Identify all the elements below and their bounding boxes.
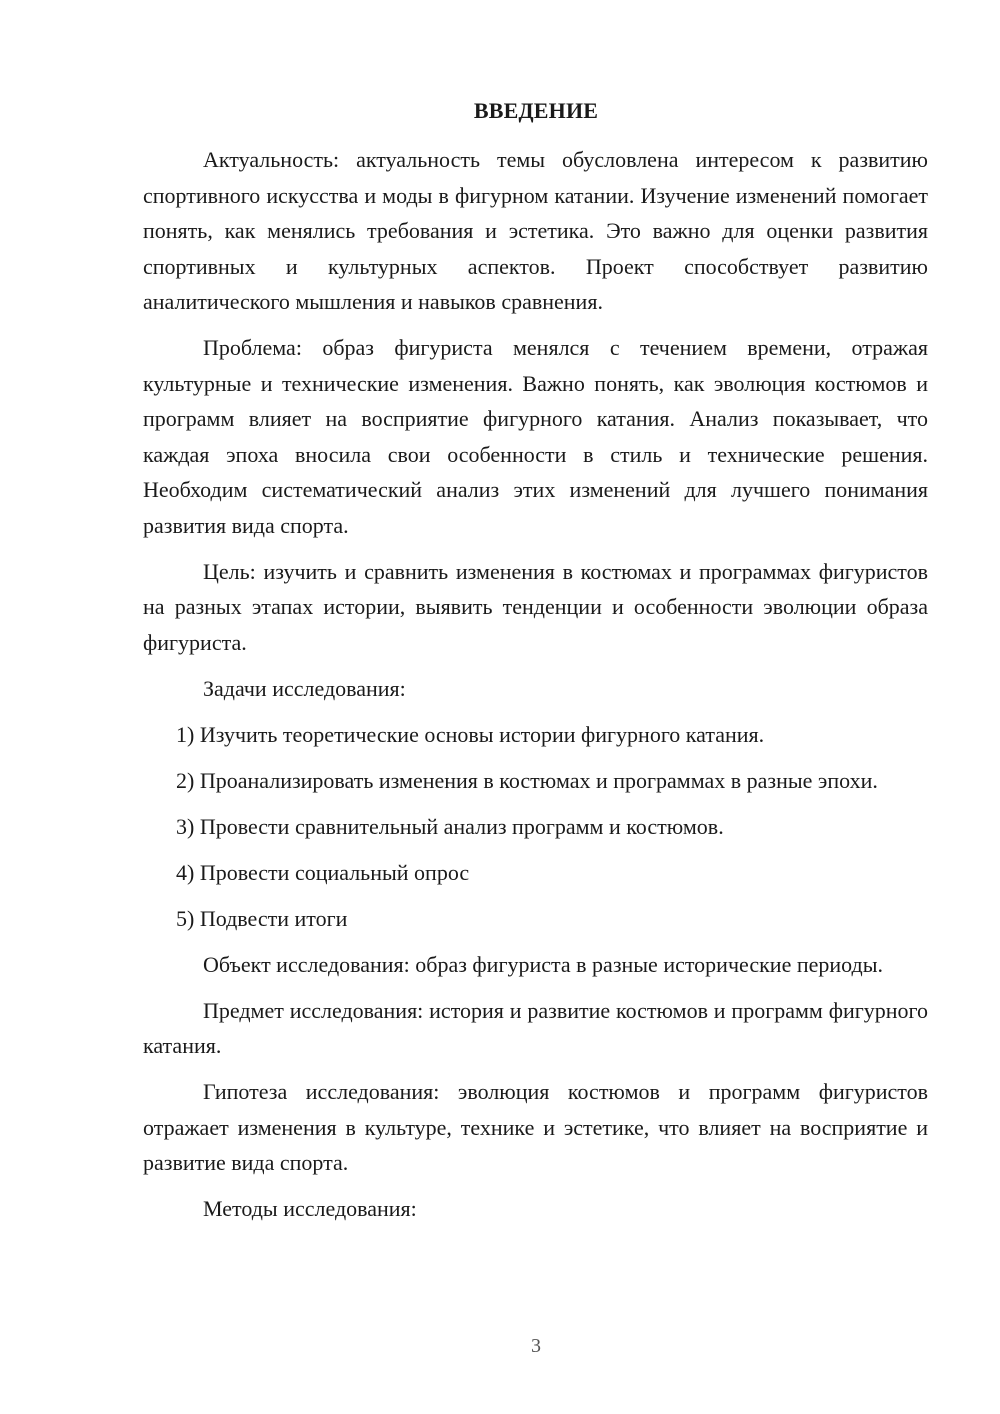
document-body [143, 142, 928, 1237]
task-item: 4) Провести социальный опрос [176, 859, 470, 885]
task-item: 5) Подвести итоги [176, 905, 348, 931]
task-item: 3) Провести сравнительный анализ программ и костюмов. [176, 813, 724, 839]
goal-paragraph: Цель: изучить и сравнить изменения в костюмах и программах фигуристов на разных этапах истории, выявить тенденции и особенности эволюции образа фигуриста. [143, 558, 928, 655]
subject-paragraph: Предмет исследования: история и развитие костюмов и программ фигурного катания. [143, 997, 928, 1058]
problem-paragraph: Проблема: образ фигуриста менялся с течением времени, отражая культурные и технические изменения. Важно понять, как эволюция костюмов и программ влияет на восприятие фигурного катания. Анализ показывает, что каждая эпоха вносила свои особенности в стиль и технические решения. Необходим систематический анализ этих изменений для лучшего понимания развития вида спорта. [143, 335, 928, 538]
object-paragraph: Объект исследования: образ фигуриста в разные исторические периоды. [203, 951, 883, 977]
task-item: 1) Изучить теоретические основы истории фигурного катания. [176, 721, 765, 747]
methods-heading: Методы исследования: [203, 1196, 417, 1221]
page-number: 3 [531, 1335, 541, 1357]
hypothesis-paragraph: Гипотеза исследования: эволюция костюмов и программ фигуристов отражает изменения в культуре, технике и эстетике, что влияет на восприятие и развитие вида спорта. [143, 1079, 928, 1175]
task-item: 2) Проанализировать изменения в костюмах и программах в разные эпохи. [176, 767, 878, 793]
tasks-heading: Задачи исследования: [203, 675, 406, 701]
relevance-paragraph: Актуальность: актуальность темы обусловлена интересом к развитию спортивного искусства и моды в фигурном катании. Изучение изменений помогает понять, как менялись требования и эстетика. Это важно для оценки развития спортивных и культурных аспектов. Проект способствует развитию аналитического мышления и навыков сравнения. [143, 147, 928, 314]
section-title: ВВЕДЕНИЕ [473, 98, 599, 123]
